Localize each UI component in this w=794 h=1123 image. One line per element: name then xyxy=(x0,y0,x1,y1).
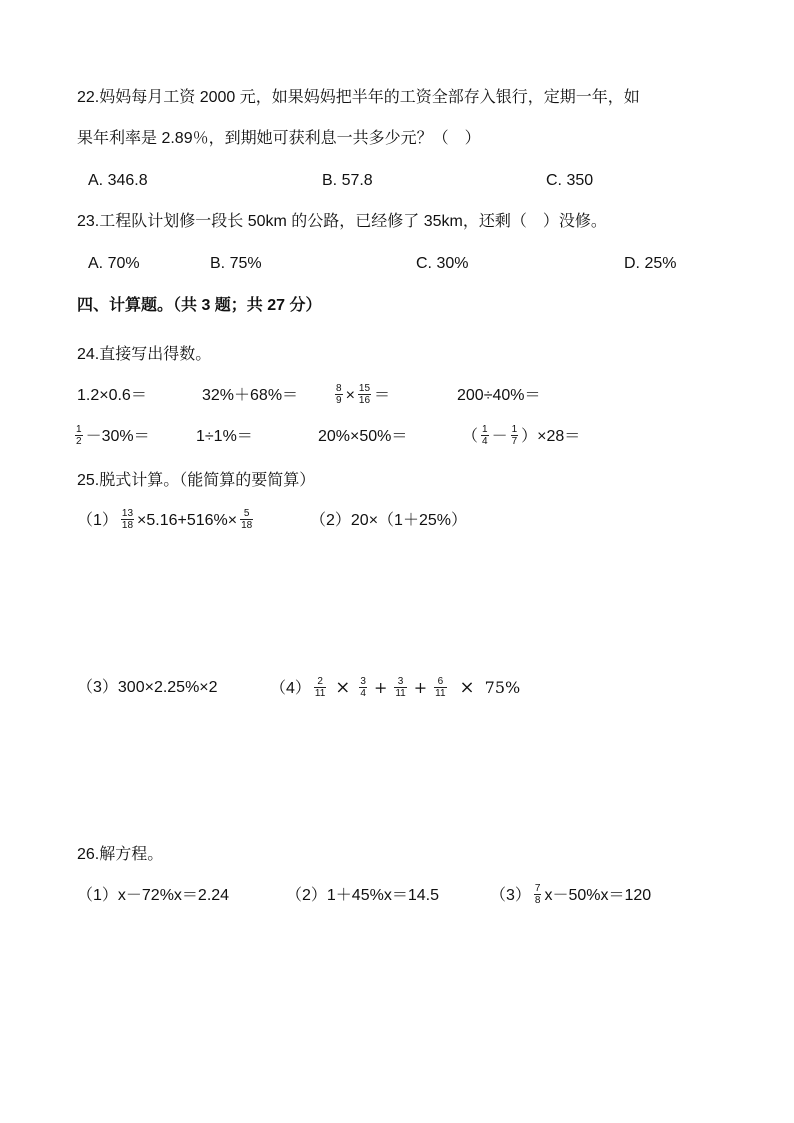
q22-line-1: 22.妈妈每月工资 2000 元，如果妈妈把半年的工资全部存入银行，定期一年，如 xyxy=(77,89,640,106)
q23-option-a: A. 70% xyxy=(88,255,140,272)
times-sign: × xyxy=(335,677,351,698)
q26-title: 26.解方程。 xyxy=(77,846,164,863)
denominator: 9 xyxy=(336,395,342,407)
fraction xyxy=(534,883,542,906)
times-sign: × xyxy=(459,677,475,698)
q23-text: 23.工程队计划修一段长 50km 的公路，已经修了 35km，还剩（ ）没修。 xyxy=(77,213,607,230)
expression-middle: ×5.16+516%× xyxy=(137,512,238,529)
expression-rest: x－50%x＝120 xyxy=(544,887,652,904)
q26-equation-1: （1）x－72%x＝2.24 xyxy=(77,887,230,904)
numerator: 13 xyxy=(121,508,134,520)
denominator: 7 xyxy=(511,436,518,448)
plus-sign: + xyxy=(413,678,428,697)
q25-title: 25.脱式计算。（能简算的要简算） xyxy=(77,472,316,489)
q24-item-7: 20%×50%＝ xyxy=(318,428,408,445)
fraction xyxy=(358,383,371,406)
q25-part-4 xyxy=(270,672,520,705)
equals-sign: ＝ xyxy=(374,387,391,404)
minus-sign: － xyxy=(491,428,508,445)
q23-option-b: B. 75% xyxy=(210,255,262,272)
times-sign: × xyxy=(345,387,355,404)
q24-title: 24.直接写出得数。 xyxy=(77,346,212,363)
q24-item-8 xyxy=(462,421,580,453)
fraction xyxy=(481,424,489,447)
q22-option-c: C. 350 xyxy=(546,172,594,189)
numerator: 6 xyxy=(437,676,444,688)
q24-item-6: 1÷1%＝ xyxy=(196,428,253,445)
plus-sign: + xyxy=(373,678,388,697)
q26-equation-2: （2）1＋45%x＝14.5 xyxy=(286,887,439,904)
numerator: 3 xyxy=(360,676,366,688)
close-paren-expression: ）×28＝ xyxy=(521,428,581,445)
numerator: 1 xyxy=(482,424,488,436)
numerator: 5 xyxy=(243,508,250,520)
expression-rest: －30%＝ xyxy=(85,428,150,445)
denominator: 11 xyxy=(314,688,326,700)
q25-part-2: （2）20×（1＋25%） xyxy=(310,512,467,529)
q22-option-b: B. 57.8 xyxy=(322,172,373,189)
numerator: 7 xyxy=(534,883,541,895)
numerator: 2 xyxy=(317,676,323,688)
numerator: 8 xyxy=(336,383,342,395)
fraction xyxy=(75,424,83,447)
fraction xyxy=(121,508,134,531)
denominator: 16 xyxy=(358,395,371,407)
open-paren: （ xyxy=(462,428,479,445)
q23-option-d: D. 25% xyxy=(624,255,677,272)
denominator: 11 xyxy=(435,688,446,700)
fraction xyxy=(359,676,367,699)
q25-part-3: （3）300×2.25%×2 xyxy=(77,679,218,696)
denominator: 4 xyxy=(482,436,488,448)
fraction xyxy=(434,676,446,699)
percent-value: 75% xyxy=(484,678,521,697)
denominator: 11 xyxy=(395,688,406,700)
q24-item-4: 200÷40%＝ xyxy=(457,387,541,404)
section-heading: 四、计算题。（共 3 题；共 27 分） xyxy=(77,297,322,314)
q24-item-5 xyxy=(72,421,150,453)
denominator: 18 xyxy=(241,520,253,532)
fraction xyxy=(314,676,326,699)
q24-item-3 xyxy=(332,380,390,412)
q25-part-1 xyxy=(77,505,256,537)
denominator: 8 xyxy=(534,895,541,907)
q26-equation-3 xyxy=(490,880,651,912)
fraction xyxy=(335,383,343,406)
numerator: 1 xyxy=(511,424,518,436)
numerator: 1 xyxy=(76,424,82,436)
denominator: 18 xyxy=(121,520,134,532)
q24-item-1: 1.2×0.6＝ xyxy=(77,387,147,404)
fraction xyxy=(240,508,253,531)
q23-option-c: C. 30% xyxy=(416,255,469,272)
fraction xyxy=(511,424,519,447)
q22-option-a: A. 346.8 xyxy=(88,172,148,189)
part-label: （3） xyxy=(490,887,531,904)
fraction xyxy=(394,676,406,699)
numerator: 15 xyxy=(358,383,371,395)
denominator: 2 xyxy=(76,436,82,448)
q24-item-2: 32%＋68%＝ xyxy=(202,387,299,404)
denominator: 4 xyxy=(360,688,366,700)
part-label: （1） xyxy=(77,512,118,529)
part-label: （4） xyxy=(270,680,311,697)
q22-line-2: 果年利率是 2.89％，到期她可获利息一共多少元？（ ） xyxy=(77,130,481,147)
numerator: 3 xyxy=(397,676,404,688)
